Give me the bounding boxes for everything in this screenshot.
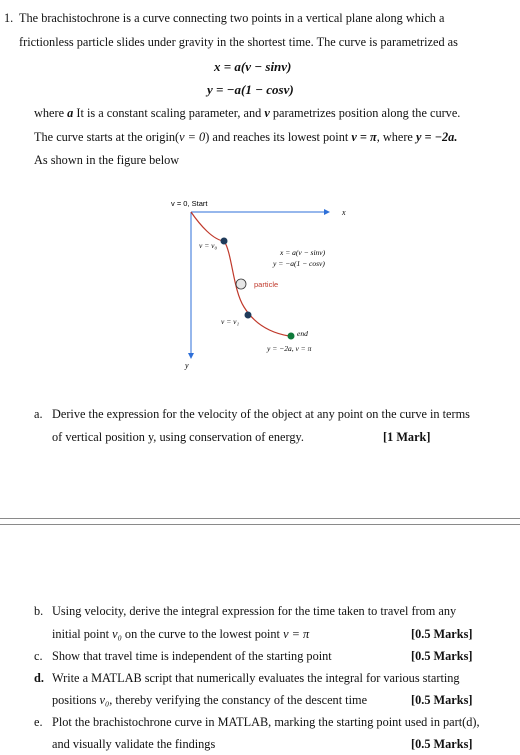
curve-eq-y: y = −a(1 − cosv) xyxy=(273,259,325,268)
var-v0: v₀ xyxy=(99,693,110,707)
y-axis-label: y xyxy=(185,361,189,370)
text-segment: parametrizes position along the curve. xyxy=(269,106,461,120)
part-c-label: c. xyxy=(34,649,43,663)
part-c-line-1: Show that travel time is independent of the starting point xyxy=(52,649,332,663)
divider-bottom xyxy=(0,524,520,525)
start-label: v = 0, Start xyxy=(171,199,208,208)
condition-lowest: v = π xyxy=(351,130,377,144)
end-label: end xyxy=(297,329,308,338)
var-v0: v₀ xyxy=(112,627,122,641)
part-d-marks: [0.5 Marks] xyxy=(411,693,473,707)
curve-path xyxy=(191,212,289,336)
part-d-line-2 xyxy=(52,694,367,706)
part-b-marks: [0.5 Marks] xyxy=(411,627,473,641)
intro-line-1: The brachistochrone is a curve connecting two points in a vertical plane along which a xyxy=(19,11,445,25)
text-segment: where xyxy=(34,106,68,120)
particle-marker xyxy=(236,279,246,289)
part-b-line-2 xyxy=(52,628,309,640)
x-axis-label: x xyxy=(342,208,346,217)
curve-eq-x: x = a(v − sinv) xyxy=(280,248,326,257)
part-d-label: d. xyxy=(34,671,44,685)
point-v1 xyxy=(245,312,252,319)
part-a-marks: [1 Mark] xyxy=(383,430,431,444)
part-e-line-1: Plot the brachistochrone curve in MATLAB, marking the starting point used in part(d), xyxy=(52,715,480,729)
var-v: v xyxy=(264,106,270,120)
condition-start: v = 0 xyxy=(179,130,206,144)
part-e-label: e. xyxy=(34,715,43,729)
intro-line-5: As shown in the figure below xyxy=(34,153,180,167)
condition-depth: y = −2a. xyxy=(415,130,458,144)
part-a-label: a. xyxy=(34,407,43,421)
part-b-line-1: Using velocity, derive the integral expression for the time taken to travel from any xyxy=(52,604,457,618)
text-segment: positions xyxy=(52,693,100,707)
part-e-marks: [0.5 Marks] xyxy=(411,737,473,751)
text-segment: initial point xyxy=(52,627,113,641)
divider-top xyxy=(0,518,520,519)
part-d-line-1: Write a MATLAB script that numerically evaluates the integral for various starting xyxy=(52,671,460,685)
part-b-label: b. xyxy=(34,604,44,618)
part-e-line-2: and visually validate the findings xyxy=(52,737,216,751)
text-segment: on the curve to the lowest point xyxy=(121,627,284,641)
end-point xyxy=(288,333,295,340)
particle-label: particle xyxy=(254,280,279,289)
part-a-line-1: Derive the expression for the velocity of the object at any point on the curve in terms xyxy=(52,407,470,421)
v1-label: v = v₁ xyxy=(221,317,240,326)
text-segment: , where xyxy=(376,130,416,144)
var-a: a xyxy=(67,106,74,120)
intro-line-2: frictionless particle slides under gravity in the shortest time. The curve is parametrized as xyxy=(19,35,458,49)
text-segment: , thereby verifying the constancy of the descent time xyxy=(109,693,368,707)
question-number: 1. xyxy=(4,11,14,25)
v0-label: v = v₀ xyxy=(199,241,218,250)
point-v0 xyxy=(221,238,228,245)
equation-x: x = a(v − sinv) xyxy=(214,59,292,74)
part-c-marks: [0.5 Marks] xyxy=(411,649,473,663)
part-a-line-2: of vertical position y, using conservation of energy. xyxy=(52,430,304,444)
equation-y: y = −a(1 − cosv) xyxy=(207,82,294,97)
end-equation: y = −2a, v = π xyxy=(267,344,312,353)
condition-lowest: v = π xyxy=(283,627,310,641)
text-segment: The curve starts at the origin( xyxy=(34,130,180,144)
text-segment: ) and reaches its lowest point xyxy=(205,130,352,144)
text-segment: It is a constant scaling parameter, and xyxy=(73,106,265,120)
